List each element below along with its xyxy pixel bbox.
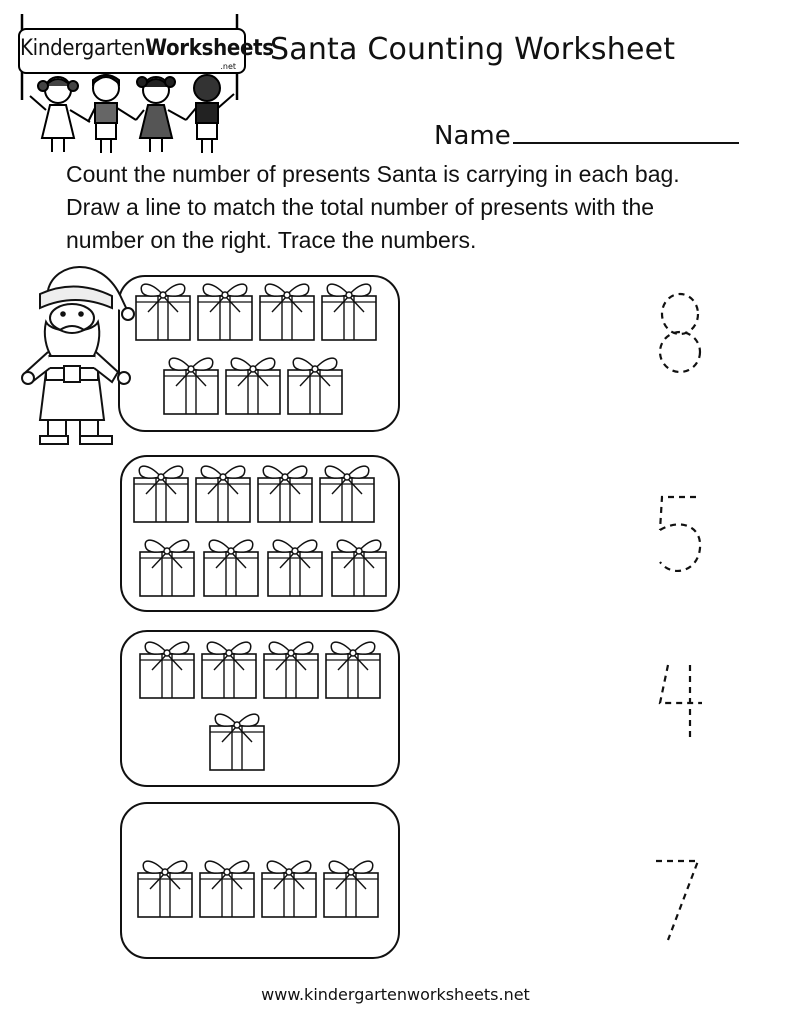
present-icon [320, 466, 374, 522]
present-icon [324, 861, 378, 917]
present-icon [138, 861, 192, 917]
present-icon [288, 358, 342, 414]
trace-number-8[interactable] [660, 294, 700, 372]
present-icon [322, 284, 376, 340]
present-icon [140, 642, 194, 698]
present-icon [326, 642, 380, 698]
present-icon [140, 540, 194, 596]
page-title: Santa Counting Worksheet [270, 32, 676, 67]
logo-text: KindergartenWorksheets [20, 36, 274, 61]
trace-number-5[interactable] [660, 497, 700, 571]
instruction-line: number on the right. Trace the numbers. [66, 227, 477, 253]
instruction-line: Draw a line to match the total number of presents with the [66, 194, 655, 220]
trace-number-7[interactable] [656, 861, 698, 940]
present-icon [332, 540, 386, 596]
present-icon [134, 466, 188, 522]
present-icon [260, 284, 314, 340]
trace-number-4[interactable] [660, 665, 702, 742]
present-icon [258, 466, 312, 522]
instruction-line: Count the number of presents Santa is carrying in each bag. [66, 161, 680, 187]
present-icon [210, 714, 264, 770]
present-icon [202, 642, 256, 698]
present-icon [164, 358, 218, 414]
present-icon [262, 861, 316, 917]
present-icon [136, 284, 190, 340]
santa-icon [22, 267, 134, 444]
footer-url: www.kindergartenworksheets.net [261, 985, 530, 1004]
present-icon [198, 284, 252, 340]
present-icon [264, 642, 318, 698]
present-icon [268, 540, 322, 596]
name-label: Name [434, 121, 511, 151]
present-icon [226, 358, 280, 414]
present-icon [200, 861, 254, 917]
present-icon [204, 540, 258, 596]
logo-net: .net [220, 62, 236, 71]
present-icon [196, 466, 250, 522]
